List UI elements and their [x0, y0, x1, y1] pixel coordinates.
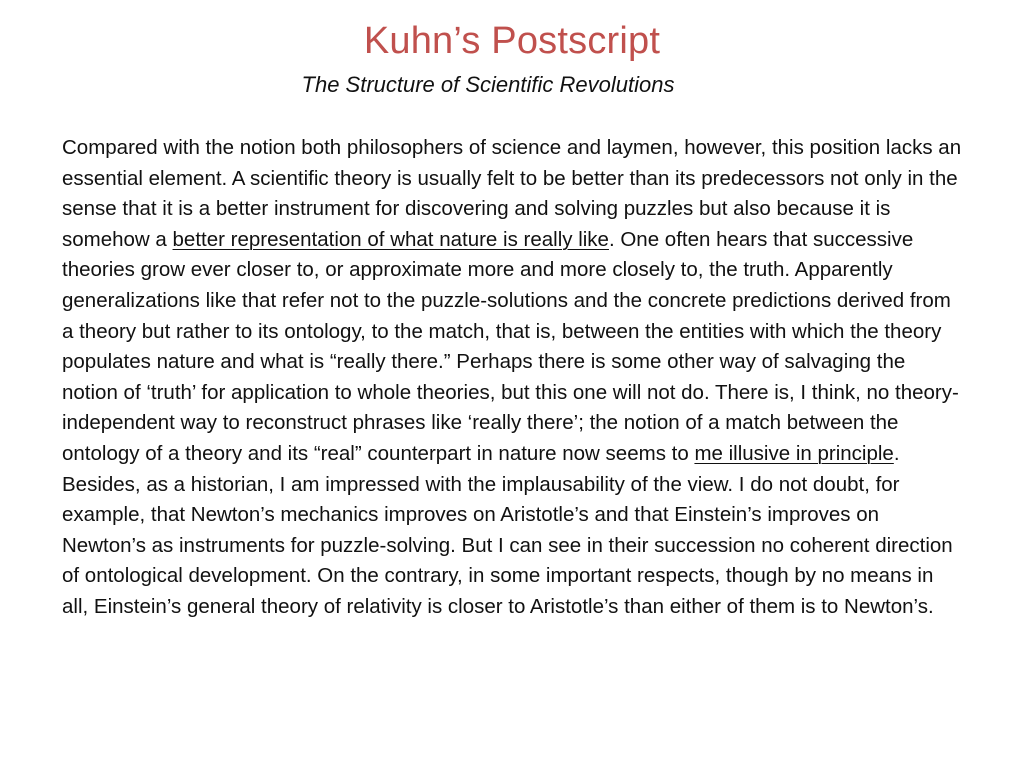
body-paragraph [62, 133, 962, 623]
underlined-phrase-illusive: me illusive in principle [694, 441, 894, 465]
underlined-phrase-representation: better representation of what nature is really like [172, 227, 609, 251]
body-text-part-2: . One often hears that successive theories grow ever closer to, or approximate more and more closely to, the truth. Apparently generalizations like that refer not to the puzzle-solutions and the concrete predictions derived from a theory but rather to its ontology, to the match, that is, between the entities with which the theory populates nature and what is “really there.” Perhaps there is some other way of salvaging the notion of ‘truth’ for application to whole theories, but this one will not do. There is, I think, no theory-independent way to reconstruct phrases like ‘really there’; the notion of a match between the ontology of a theory and its “real” counterpart in nature now seems to [62, 227, 959, 465]
body-text-part-1: Compared with the notion both philosophers of science and laymen, however, this position lacks an essential element. A scientific theory is usually felt to be better than its predecessors not only in the sense that it is a better instrument for discovering and solving puzzles but also because it is somehow a [62, 136, 962, 251]
slide-subtitle: The Structure of Scientific Revolutions [301, 72, 675, 97]
body-text-part-3: . Besides, as a historian, I am impressed with the implausability of the view. I do not doubt, for example, that Newton’s mechanics improves on Aristotle’s and that Einstein’s improves on Newton’s as instruments for puzzle-solving. But I can see in their succession no coherent direction of ontological development. On the contrary, in some important respects, though by no means in all, Einstein’s general theory of relativity is closer to Aristotle’s than either of them is to Newton’s. [62, 441, 953, 618]
slide-title: Kuhn’s Postscript [363, 20, 661, 62]
